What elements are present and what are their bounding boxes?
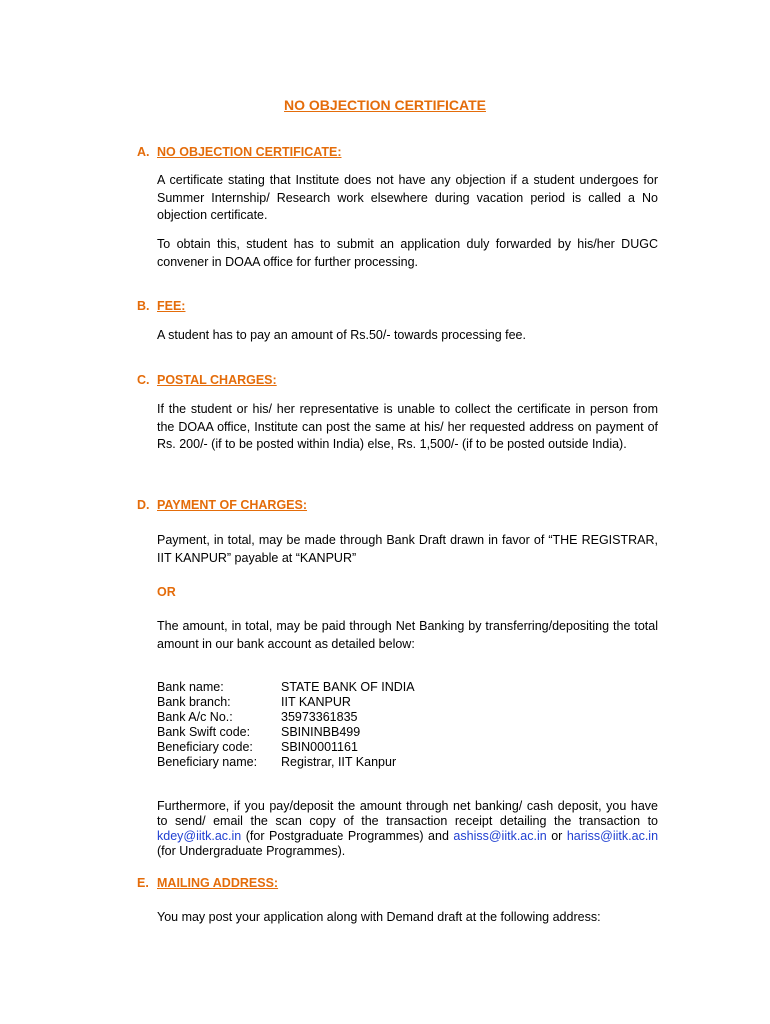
page-title: NO OBJECTION CERTIFICATE xyxy=(284,97,486,113)
bank-value: SBIN0001161 xyxy=(281,740,358,754)
section-d-title: PAYMENT OF CHARGES: xyxy=(157,498,308,512)
bank-row xyxy=(157,680,415,695)
bank-label: Beneficiary code: xyxy=(157,740,253,754)
section-c-letter: C. xyxy=(137,373,150,387)
section-e-paragraph-1: You may post your application along with Demand draft at the following address: xyxy=(157,910,601,924)
email-link-ashiss[interactable]: ashiss@iitk.ac.in xyxy=(453,829,547,843)
email-link-hariss[interactable]: hariss@iitk.ac.in xyxy=(566,829,659,843)
section-c-heading xyxy=(137,373,277,387)
bank-details xyxy=(157,680,415,770)
section-b-letter: B. xyxy=(137,299,150,313)
bank-row xyxy=(157,725,415,740)
p3-text-c: or xyxy=(546,829,567,843)
section-e-letter: E. xyxy=(137,876,149,890)
bank-label: Bank A/c No.: xyxy=(157,710,233,724)
bank-value: IIT KANPUR xyxy=(281,695,351,709)
p3-text-a: Furthermore, if you pay/deposit the amount through net banking/ cash deposit, you have to send/ email the scan copy of the transaction receipt detailing the transaction to xyxy=(157,799,658,828)
section-a-heading xyxy=(137,145,342,159)
bank-row xyxy=(157,710,415,725)
section-a-paragraph-1: A certificate stating that Institute does not have any objection if a student undergoes for Summer Internship/ Research work elsewhere during vacation period is called a No objection certificate. xyxy=(157,173,658,222)
email-link-kdey[interactable]: kdey@iitk.ac.in xyxy=(157,829,242,843)
section-d-paragraph-2: The amount, in total, may be paid through Net Banking by transferring/depositing the total amount in our bank account as detailed below: xyxy=(157,619,658,651)
bank-value: SBININBB499 xyxy=(281,725,361,739)
section-d-paragraph-3 xyxy=(157,799,658,859)
section-c-paragraph-1: If the student or his/ her representative is unable to collect the certificate in person from the DOAA office, Institute can post the same at his/ her requested address on payment of Rs. 200/- (if to be posted within India) else, Rs. 1,500/- (if to be posted outside India). xyxy=(157,402,658,451)
bank-row xyxy=(157,695,415,710)
section-d-letter: D. xyxy=(137,498,150,512)
bank-label: Bank Swift code: xyxy=(157,725,251,739)
bank-row xyxy=(157,740,415,755)
bank-row xyxy=(157,755,415,770)
p3-text-d: (for Undergraduate Programmes). xyxy=(157,844,346,858)
bank-value: STATE BANK OF INDIA xyxy=(281,680,415,694)
section-a-letter: A. xyxy=(137,145,150,159)
section-b-paragraph-1: A student has to pay an amount of Rs.50/- towards processing fee. xyxy=(157,328,526,342)
section-e-heading xyxy=(137,876,278,890)
bank-value: Registrar, IIT Kanpur xyxy=(281,755,397,769)
section-e-title: MAILING ADDRESS: xyxy=(157,876,279,890)
bank-label: Bank name: xyxy=(157,680,224,694)
section-a-paragraph-2: To obtain this, student has to submit an application duly forwarded by his/her DUGC convener in DOAA office for further processing. xyxy=(157,237,658,269)
section-d-paragraph-1: Payment, in total, may be made through Bank Draft drawn in favor of “THE REGISTRAR, IIT KANPUR” payable at “KANPUR” xyxy=(157,533,658,565)
section-b-title: FEE: xyxy=(157,299,186,313)
bank-label: Beneficiary name: xyxy=(157,755,258,769)
bank-value: 35973361835 xyxy=(281,710,358,724)
section-d-heading xyxy=(137,498,307,512)
section-a-title: NO OBJECTION CERTIFICATE: xyxy=(157,145,342,159)
section-c-title: POSTAL CHARGES: xyxy=(157,373,277,387)
section-b-heading xyxy=(137,299,185,313)
bank-label: Bank branch: xyxy=(157,695,231,709)
or-separator: OR xyxy=(157,585,176,599)
p3-text-b: (for Postgraduate Programmes) and xyxy=(241,829,454,843)
